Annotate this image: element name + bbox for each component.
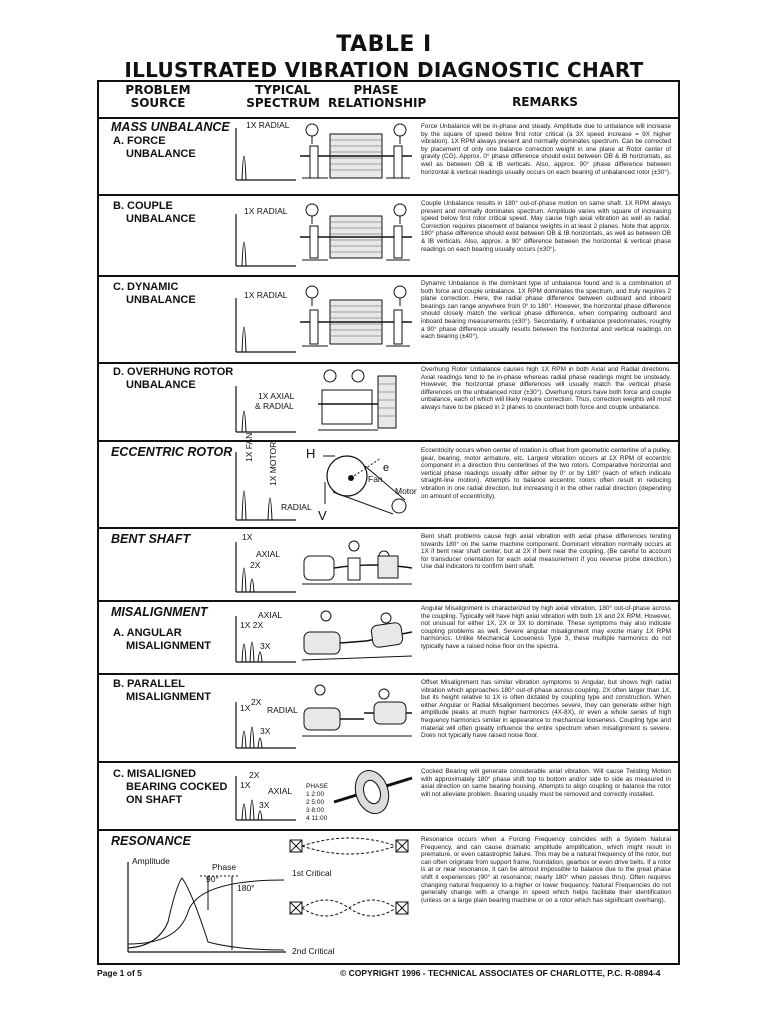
cocked-bearing-remarks: Cocked Bearing will generate considerable axial vibration. Will cause Twisting Motion with approximately 180° phase shift top to bottom and/or side to side as measured in axial direction on same bearing housing. Attempts to align coupling or balance the rotor will not alleviate problem. Bearing usually must be removed and correctly installed. bbox=[421, 768, 671, 798]
angular-spectrum-plot bbox=[236, 616, 298, 664]
parallel-coupling-diagram bbox=[302, 682, 414, 744]
table-number: TABLE I bbox=[336, 32, 432, 57]
cocked-bearing-diagram bbox=[334, 766, 414, 824]
phase-table: PHASE 1 2:00 2 5:00 3 8:00 4 11:00 bbox=[306, 783, 329, 822]
couple-spectrum-plot bbox=[236, 214, 298, 268]
force-rotor-diagram bbox=[300, 120, 412, 186]
copyright: © COPYRIGHT 1996 - TECHNICAL ASSOCIATES OF CHARLOTTE, P.C. R-0894-4 bbox=[340, 968, 661, 978]
force-unbalance-remarks: Force Unbalance will be in-phase and steady. Amplitude due to unbalance will increase by the square of speed below first rotor critical (a 3X speed increase = 9X higher vibration). 1X RPM always present and normally dominates spectrum. Can be corrected by placement of only one balance correction weight in one plane at Rotor center of gravity (CG). Approx. 0° phase difference should exist between OB & IB horizontals, as well as between OB & IB verticals. Also, approx. 90° phase difference between horizontal & vertical readings usually occurs on each bearing of unbalanced rotor (±30°). bbox=[421, 123, 671, 176]
phase-90-label: 90° bbox=[206, 874, 219, 884]
row-divider bbox=[97, 600, 680, 602]
dynamic-unbalance-remarks: Dynamic Unbalance is the dominant type of unbalance found and is a combination of both force and couple unbalance. 1X RPM dominates the spectrum, and truly requires 2 plane correction. Here, the radial phase difference between outboard and inboard bearings can range anywhere from 0° to 180°. However, the horizontal phase difference should closely match the vertical phase difference, when comparing outboard and inboard bearing measurements (±30°). Secondarily, if unbalance predominates, roughly a 90° phase difference usually results between the horizontal and vertical readings on each bearing (±40°). bbox=[421, 280, 671, 341]
motor-label: Motor bbox=[395, 486, 417, 496]
overhung-rotor-label: D. OVERHUNG ROTOR UNBALANCE bbox=[113, 366, 234, 391]
spectrum-label: 3X bbox=[260, 641, 271, 651]
resonance-title: RESONANCE bbox=[111, 834, 191, 848]
bent-shaft-remarks: Bent shaft problems cause high axial vibration with axial phase differences tending towards 180° on the same machine component. Dominant vibration normally occurs at 1X if bent near shaft center, but at 2X if bent near the coupling. (Be careful to account for transducer orientation for each axial measurement if you reverse probe direction.) Use dial indicators to confirm bent shaft. bbox=[421, 533, 671, 571]
header-typical-spectrum: TYPICAL SPECTRUM bbox=[246, 83, 320, 110]
cocked-spectrum-plot bbox=[236, 776, 298, 822]
row-divider bbox=[97, 829, 680, 831]
phase-180-label: 180° bbox=[237, 883, 255, 893]
fan-label: Fan bbox=[368, 474, 383, 484]
resonance-curve-plot bbox=[128, 862, 288, 958]
angular-misalignment-label: A. ANGULAR MISALIGNMENT bbox=[113, 627, 211, 652]
spectrum-label: 1X FAN bbox=[244, 432, 254, 462]
page-number: Page 1 of 5 bbox=[97, 968, 142, 978]
overhung-rotor-remarks: Overhung Rotor Unbalance causes high 1X RPM in both Axial and Radial directions. Axial readings tend to be in-phase whereas radial phase readings might be unsteady. However, the horizontal phase differences will usually match the vertical phase differences on the unbalanced rotor (±30°). Overhung rotors have both force and couple unbalance, each of which will likely require correction. Thus, correction weights will most always have to be placed in 2 planes to counteract both force and couple unbalance. bbox=[421, 366, 671, 411]
overhung-rotor-diagram bbox=[318, 366, 410, 436]
angular-coupling-diagram bbox=[302, 608, 414, 666]
eccentricity-marker: e bbox=[383, 462, 390, 474]
phase-label: Phase bbox=[212, 862, 237, 872]
first-critical-label: 1st Critical bbox=[292, 868, 332, 878]
row-divider bbox=[97, 761, 680, 763]
misalignment-title: MISALIGNMENT bbox=[111, 605, 208, 619]
spectrum-label: 1X bbox=[242, 532, 253, 542]
parallel-misalignment-label: B. PARALLEL MISALIGNMENT bbox=[113, 678, 211, 703]
spectrum-label: 1X RADIAL bbox=[244, 290, 288, 300]
spectrum-label: & RADIAL bbox=[255, 401, 294, 411]
spectrum-label: AXIAL bbox=[256, 549, 281, 559]
row-divider bbox=[97, 275, 680, 277]
spectrum-label: 1X RADIAL bbox=[246, 120, 290, 130]
cocked-bearing-label: C. MISALIGNED BEARING COCKED ON SHAFT bbox=[113, 768, 228, 806]
dynamic-rotor-diagram bbox=[300, 282, 412, 354]
spectrum-label: 1X RADIAL bbox=[244, 206, 288, 216]
spectrum-label: 1X AXIAL bbox=[258, 391, 295, 401]
header-problem-source: PROBLEM SOURCE bbox=[125, 83, 191, 110]
resonance-remarks: Resonance occurs when a Forcing Frequency coincides with a System Natural Frequency, and can cause dramatic amplitude amplification, which might result in premature, or even catastrophic failure. This may be a natural frequency of the rotor, but can often originate from support frame, foundation, gearbox or even drive belts. If a rotor is at or near resonance, it can be almost impossible to balance due to the great phase shift it experiences (90° at resonance; nearly 180° when passes thru). Often requires changing natural frequency to a higher or lower frequency. Natural Frequencies do not generally change with a change in speed which helps facilitate their identification (unless on a large plain bearing machine or on a rotor which has significant overhang). bbox=[421, 836, 671, 904]
spectrum-label: RADIAL bbox=[267, 705, 298, 715]
dynamic-spectrum-plot bbox=[236, 298, 298, 354]
spectrum-label: 3X bbox=[259, 800, 270, 810]
vertical-marker: V bbox=[318, 508, 327, 523]
bent-spectrum-plot bbox=[236, 542, 298, 594]
couple-unbalance-remarks: Couple Unbalance results in 180° out-of-phase motion on same shaft. 1X RPM always present and normally dominates spectrum. Amplitude varies with square of increasing speed below first rotor critical speed. May cause high axial vibration as well as radial. Correction requires placement of balance weights in at least 2 planes. Note that approx. 180° phase difference should exist between OB & IB horizontals, as well as between OB & IB verticals. Also, approx. a 90° difference between the horizontal & vertical phase readings on each bearing usually occurs (±30°). bbox=[421, 200, 671, 253]
parallel-misalignment-remarks: Offset Misalignment has similar vibration symptoms to Angular, but shows high radial vibration which approaches 180° out-of-phase across coupling. 2X often larger than 1X, but its height relative to 1X is often dictated by coupling type and construction. When either Angular or Radial Misalignment becomes severe, they can generate either high amplitude peaks at much higher harmonics (4X-8X), or even a whole series of high frequency harmonics similar in appearance to mechanical looseness. Coupling type and material will often greatly influence the entire spectrum when misalignment is severe. Does not typically have raised noise floor. bbox=[421, 679, 671, 740]
second-critical-label: 2nd Critical bbox=[292, 946, 335, 956]
spectrum-label: AXIAL bbox=[268, 786, 293, 796]
row-divider bbox=[97, 673, 680, 675]
eccentric-rotor-title: ECCENTRIC ROTOR bbox=[111, 445, 233, 459]
spectrum-label: 1X bbox=[240, 780, 251, 790]
bent-shaft-diagram bbox=[302, 538, 414, 594]
row-divider bbox=[97, 194, 680, 196]
row-divider bbox=[97, 527, 680, 529]
spectrum-label: 2X bbox=[250, 560, 261, 570]
spectrum-label: 1X bbox=[240, 703, 251, 713]
amplitude-label: Amplitude bbox=[132, 856, 170, 866]
horizontal-marker: H bbox=[306, 446, 316, 461]
couple-rotor-diagram bbox=[300, 200, 412, 268]
spectrum-label: 2X bbox=[249, 770, 260, 780]
spectrum-label: 3X bbox=[260, 726, 271, 736]
spectrum-label: 1X MOTOR bbox=[268, 441, 278, 486]
eccentric-rotor-remarks: Eccentricity occurs when center of rotation is offset from geometric centerline of a pulley, gear, bearing, motor armature, etc. Largest vibration occurs at 1X RPM of eccentric component in a direction thru centerlines of the two rotors. Comparative horizontal and vertical phase readings usually differ either by 0° or by 180° (each of which indicate straight-line motion). Attempts to balance eccentric rotors often result in reducing vibration in one radial direction, but increasing it in the other radial direction (depending on amount of eccentricity). bbox=[421, 447, 671, 500]
mass-unbalance-title: MASS UNBALANCE bbox=[111, 120, 230, 134]
parallel-spectrum-plot bbox=[236, 702, 298, 750]
header-phase-relationship: PHASE RELATIONSHIP bbox=[328, 83, 427, 110]
spectrum-label: RADIAL bbox=[281, 502, 312, 512]
spectrum-label: AXIAL bbox=[258, 610, 283, 620]
header-divider bbox=[97, 117, 680, 119]
force-unbalance-label: A. FORCE UNBALANCE bbox=[113, 135, 196, 160]
spectrum-label: 1X 2X bbox=[240, 620, 264, 630]
row-divider bbox=[97, 440, 680, 442]
couple-unbalance-label: B. COUPLE UNBALANCE bbox=[113, 200, 196, 225]
header-remarks: REMARKS bbox=[512, 95, 578, 109]
page-title: ILLUSTRATED VIBRATION DIAGNOSTIC CHART bbox=[124, 58, 644, 82]
bent-shaft-title: BENT SHAFT bbox=[111, 532, 191, 546]
row-divider bbox=[97, 362, 680, 364]
spectrum-label: 2X bbox=[251, 697, 262, 707]
force-spectrum-plot bbox=[236, 128, 298, 182]
critical-mode-diagram bbox=[290, 836, 410, 926]
dynamic-unbalance-label: C. DYNAMIC UNBALANCE bbox=[113, 281, 196, 306]
angular-misalignment-remarks: Angular Misalignment is characterized by high axial vibration, 180° out-of-phase across the coupling. Typically will have high axial vibration with both 1X and 2X RPM. However, not unusual for either 1X, 2X or 3X to dominate. These symptoms may also indicate coupling problems as well. Severe angular misalignment may excite many 1X RPM harmonics. Unlike Mechanical Looseness Type 3, these multiple harmonics do not typically have a raised noise floor on the spectra. bbox=[421, 605, 671, 650]
overhung-spectrum-plot bbox=[236, 386, 298, 434]
